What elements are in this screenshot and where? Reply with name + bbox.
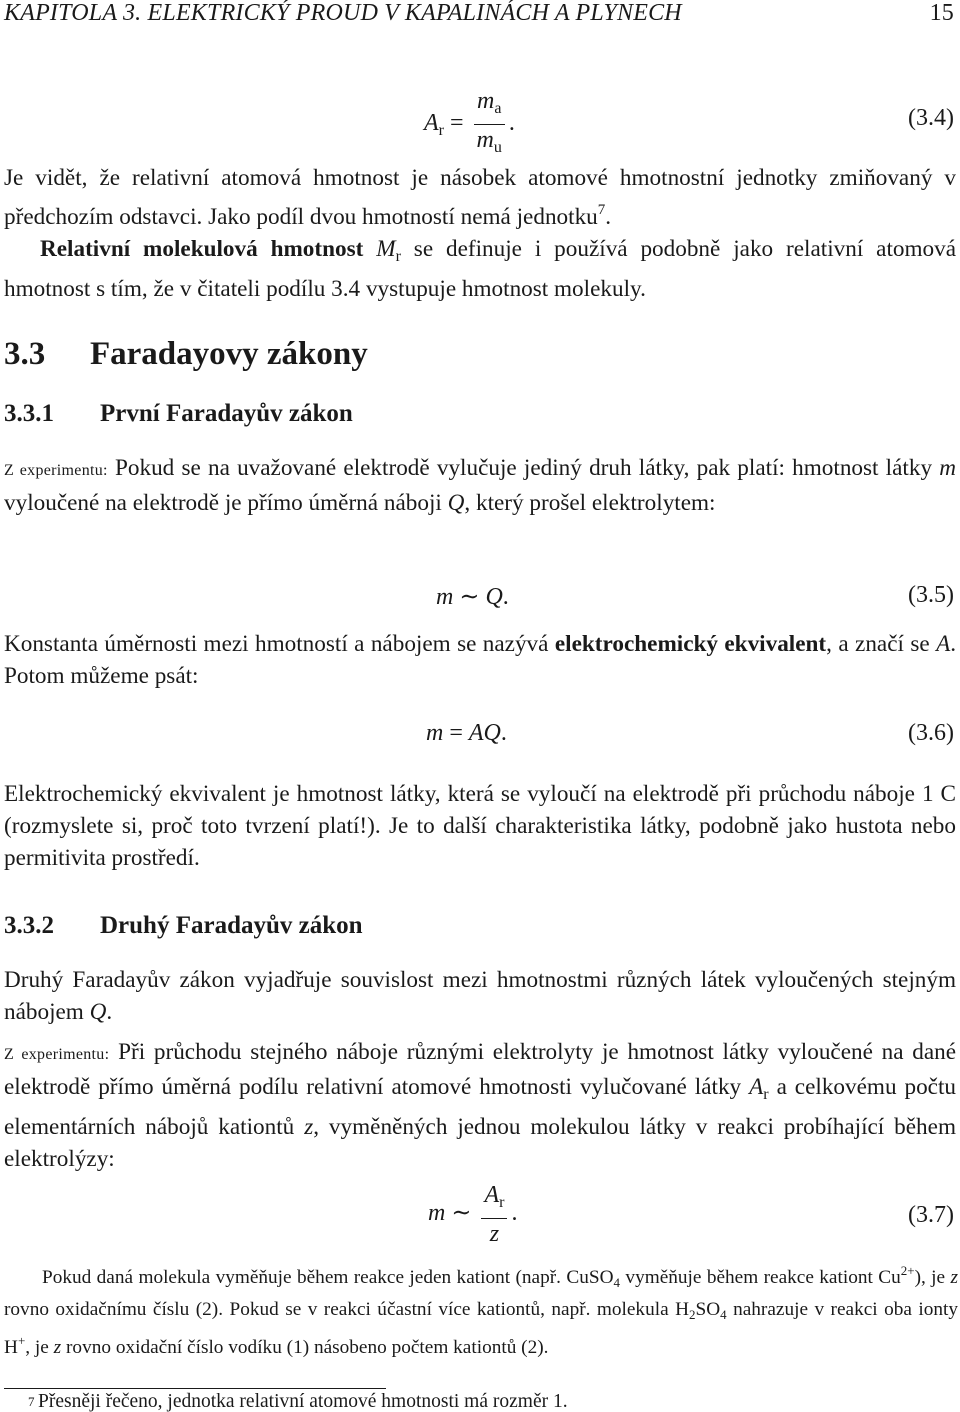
footnote-mark: 7 [28,1394,35,1409]
running-header [4,0,954,30]
footnote-rule [4,1388,386,1389]
note-paragraph: Pokud daná molekula vyměňuje během reakce jeden kationt (např. CuSO$_4$ vyměňuje během reakce kationt $Cu^{2+}$), je z rovno oxidačnímu číslu (2). Pokud se v reakci účastní více kationtů, např. molekula $H_2SO_4$ nahrazuje v reakci oba ionty H+, je z rovno oxidační číslo vodíku (1) násobeno počtem kationtů (2). [4,1263,959,1358]
subsection-heading-first-law: 3.3.1 První Faradayův zákon [4,400,353,427]
equation-3-6: m = AQ. (3.6) [426,720,954,746]
section-heading: 3.3 Faradayovy zákony [4,336,368,372]
paragraph-electrochemical-equivalent: Konstanta úměrnosti mezi hmotností a nábojem se nazývá elektrochemický ekvivalent, a značí se A. Potom můžeme psát: [4,631,957,689]
fraction: $\frac{m_a}{m_u}$ [474,86,505,163]
page-number: 15 [929,0,954,26]
chapter-title: KAPITOLA 3. ELEKTRICKÝ PROUD V KAPALINÁCH A PLYNECH [4,0,682,26]
equation-number: (3.5) [908,582,954,608]
paragraph-equivalent-definition: Elektrochemický ekvivalent je hmotnost látky, která se vyloučí na elektrodě při průchodu náboje 1 C (rozmyslete si, proč toto tvrzení platí!). Je to další charakteristika látky, podobně jako hustota nebo permitivita prostředí. [4,781,956,871]
paragraph-second-law-experiment: Z experimentu: Při průchodu stejného náboje různými elektrolyty je hmotnost látky vyloučené na dané elektrodě přímo úměrná podílu relativní atomové hmotnosti vylučované látky $A_r$ a celkovému počtu elementárních nábojů kationtů z, vyměněných jednou molekulou látky v reakci probíhající během elektrolýzy: [4,1039,957,1172]
footnote-ref: 7 [597,202,606,218]
footnote: 7 Přesněji řečeno, jednotka relativní atomové hmotnosti má rozměr 1. [28,1391,568,1412]
paragraph-first-law-experiment: Z experimentu: Pokud se na uvažované elektrodě vylučuje jediný druh látky, pak platí: hmotnost látky m vyloučené na elektrodě je přímo úměrná náboji Q, který prošel elektrolytem: [4,455,956,516]
paragraph-second-law: Druhý Faradayův zákon vyjadřuje souvislost mezi hmotnostmi různých látek vyloučených stejným nábojem Q. [4,967,956,1025]
equation-3-7: m ∼ $\frac{A_r}{z}$ . (3.7) [428,1182,954,1247]
subsection-heading-second-law: 3.3.2 Druhý Faradayův zákon [4,912,363,939]
experiment-label: Z experimentu: [4,462,108,479]
equation-3-4: $A_r$ = $\frac{m_a}{m_u}$ . (3.4) [0,86,954,156]
experiment-label: Z experimentu: [4,1046,110,1063]
equation-3-5: m ∼ Q. (3.5) [436,582,954,610]
equation-number: (3.7) [908,1202,954,1228]
paragraph-relative-atomic-mass: Je vidět, že relativní atomová hmotnost je násobek atomové hmotnostní jednotky zmiňovaný v předchozím odstavci. Jako podíl dvou hmotností nemá jednotku$^7$. Relativní molekulová hmotnost $M_r$ se definuje i používá podobně jako relativní atomová hmotnost s tím, že v čitateli podílu 3.4 vystupuje hmotnost molekuly. [4,165,957,302]
equation-number: (3.6) [908,720,954,746]
equation-number: (3.4) [908,105,954,131]
fraction: $\frac{A_r}{z}$ [481,1180,507,1249]
